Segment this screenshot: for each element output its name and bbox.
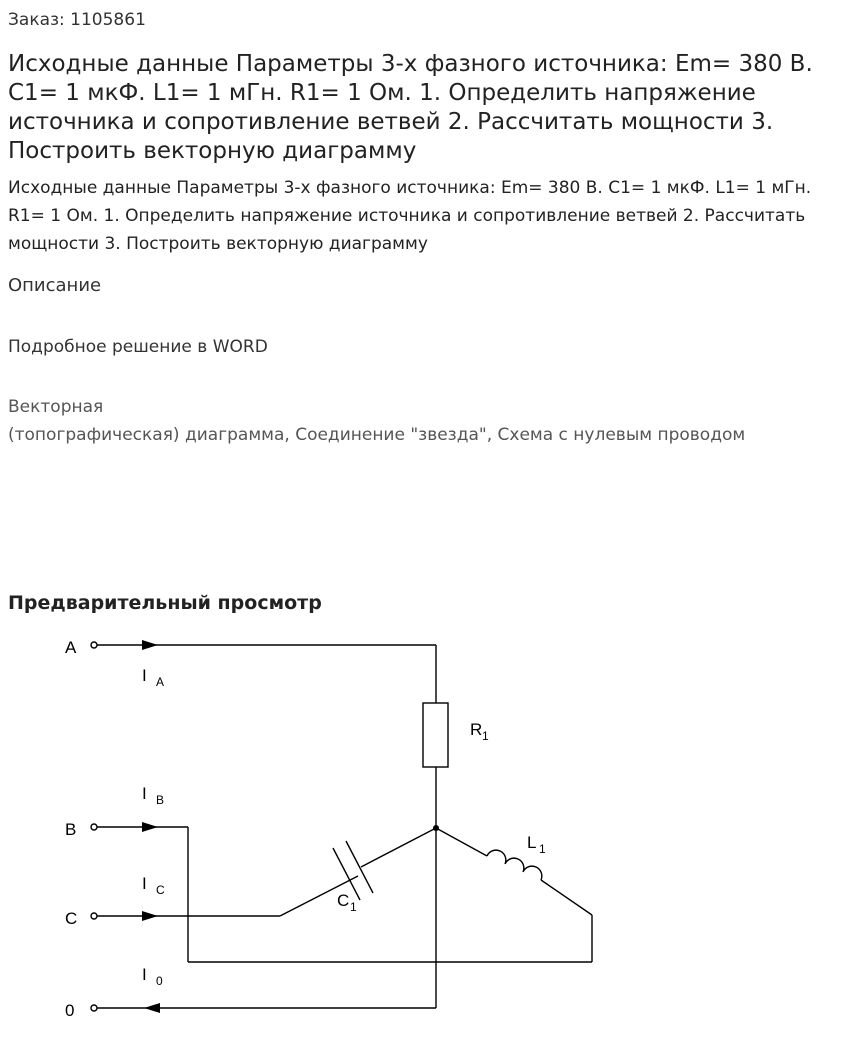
component-label-l1: L [527, 833, 537, 852]
current-sub-ib: B [156, 793, 165, 807]
page-title: Исходные данные Параметры 3-х фазного источника: Em= 380 В. С1= 1 мкФ. L1= 1 мГн. R1= 1 Ом. 1. Определить напряжение источника и сопротивление ветвей 2. Рассчитать мощности 3. Построить векторную диаграмму [8, 51, 813, 164]
tag-line-2: (топографическая) диаграмма, Соединение "звезда", Схема с нулевым проводом [8, 425, 746, 445]
order-number: Заказ: 1105861 [8, 10, 146, 30]
solution-note: Подробное решение в WORD [8, 337, 268, 357]
wire-l-left [436, 828, 487, 856]
current-label-ib: I [142, 784, 147, 803]
current-sub-i0: 0 [156, 974, 163, 988]
current-label-i0: I [142, 965, 147, 984]
capacitor-plate-2 [346, 841, 373, 893]
current-label-ic: I [142, 874, 147, 893]
terminal-label-c: C [65, 909, 78, 928]
arrow-ib [142, 822, 158, 832]
arrow-ia [142, 640, 158, 650]
component-sub-l1: 1 [539, 842, 546, 856]
terminal-c [91, 913, 97, 919]
component-label-c1: C [337, 891, 350, 910]
star-node [433, 825, 439, 831]
wire-c1-right [361, 828, 436, 867]
terminal-a [91, 642, 97, 648]
arrow-ic [142, 911, 158, 921]
description-heading: Описание [8, 275, 102, 296]
current-sub-ic: C [156, 883, 165, 897]
inductor-l1 [487, 850, 542, 880]
component-sub-r1: 1 [482, 729, 489, 743]
terminal-label-a: A [65, 638, 77, 657]
component-sub-c1: 1 [350, 900, 357, 914]
preview-heading: Предварительный просмотр [8, 592, 322, 614]
component-label-r1: R [470, 720, 483, 739]
terminal-b [91, 824, 97, 830]
resistor-r1 [423, 703, 448, 767]
circuit-schematic [0, 620, 847, 1040]
tags [8, 393, 842, 449]
current-sub-ia: A [156, 675, 165, 689]
terminal-0 [91, 1005, 97, 1011]
wire-l-out [541, 880, 592, 915]
terminal-label-b: B [65, 820, 77, 839]
current-label-ia: I [142, 666, 147, 685]
arrow-i0 [144, 1003, 160, 1013]
tag-line-1: Векторная [8, 397, 104, 417]
task-description: Исходные данные Параметры 3-х фазного источника: Em= 380 В. С1= 1 мкФ. L1= 1 мГн. R1= 1 Ом. 1. Определить напряжение источника и сопротивление ветвей 2. Рассчитать мощности 3. Построить векторную диаграмму [8, 178, 812, 254]
terminal-label-0: 0 [65, 1001, 75, 1020]
